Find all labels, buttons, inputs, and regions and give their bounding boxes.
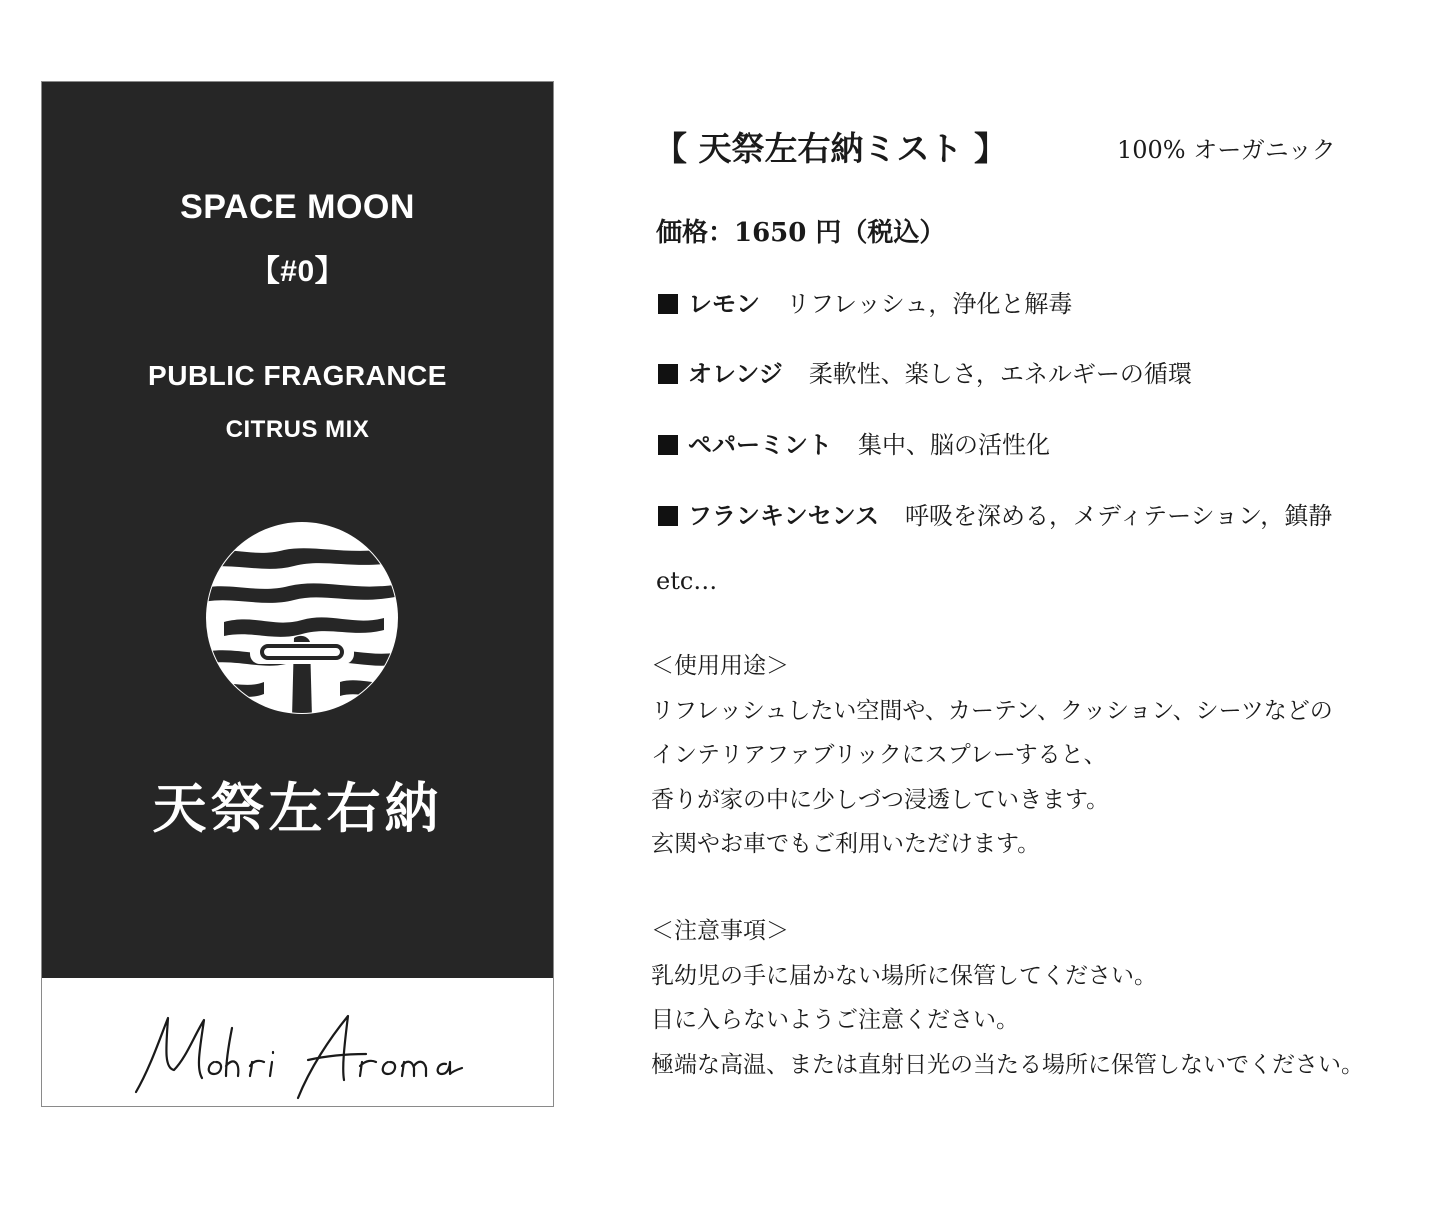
- caution-heading: ＜注意事項＞: [651, 918, 789, 944]
- etc-text: etc…: [656, 567, 718, 595]
- oil-item-orange: [658, 354, 1192, 389]
- product-label: [41, 81, 554, 1107]
- black-square-icon: [658, 435, 678, 455]
- usage-line: 香りが家の中に少しづつ浸透していきます。: [651, 786, 1110, 813]
- mohri-aroma-signature: [130, 1008, 466, 1100]
- oil-item-frankincense: [658, 496, 1332, 531]
- oil-name: ペパーミント: [688, 430, 832, 459]
- oil-effect: 呼吸を深める，メディテーション，鎮静: [905, 502, 1333, 530]
- usage-line: インテリアファブリックにスプレーすると、: [651, 742, 1107, 768]
- oil-effect: リフレッシュ，浄化と解毒: [786, 290, 1073, 318]
- black-square-icon: [658, 364, 678, 384]
- caution-line: 乳幼児の手に届かない場所に保管してください。: [651, 962, 1157, 989]
- usage-line: リフレッシュしたい空間や、カーテン、クッション、シーツなどの: [651, 697, 1333, 724]
- signature-text: Mohri Aroma: [130, 1008, 137, 1009]
- black-square-icon: [658, 506, 678, 526]
- oil-item-lemon: [658, 284, 1072, 319]
- caution-section: [651, 909, 1364, 1087]
- label-dark-panel: [42, 82, 553, 978]
- oil-effect: 集中、脳の活性化: [858, 431, 1050, 459]
- brand-kanji-logo: 天祭左右納: [152, 776, 443, 840]
- product-name: SPACE MOON: [180, 188, 415, 226]
- product-title: 【 天祭左右納ミスト 】: [654, 129, 1007, 168]
- organic-note: 100% オーガニック: [1117, 136, 1336, 164]
- product-number: 【#0】: [249, 255, 346, 288]
- oil-effect: 柔軟性、楽しさ，エネルギーの循環: [808, 360, 1192, 388]
- usage-section: [651, 644, 1333, 867]
- price: 価格：1650 円（税込）: [656, 218, 946, 248]
- usage-line: 玄関やお車でもご利用いただけます。: [651, 831, 1041, 857]
- oil-name: オレンジ: [688, 359, 783, 388]
- caution-line: 極端な高温、または直射日光の当たる場所に保管しないでください。: [651, 1051, 1364, 1078]
- oil-item-peppermint: [658, 425, 1050, 460]
- product-category: PUBLIC FRAGRANCE: [148, 360, 447, 391]
- caution-line: 目に入らないようご注意ください。: [651, 1007, 1019, 1033]
- tensai-crest-emblem-icon: [204, 518, 400, 718]
- product-blend: CITRUS MIX: [225, 416, 370, 443]
- black-square-icon: [658, 294, 678, 314]
- oil-name: フランキンセンス: [688, 501, 880, 530]
- oil-name: レモン: [688, 289, 760, 318]
- usage-heading: ＜使用用途＞: [651, 653, 789, 679]
